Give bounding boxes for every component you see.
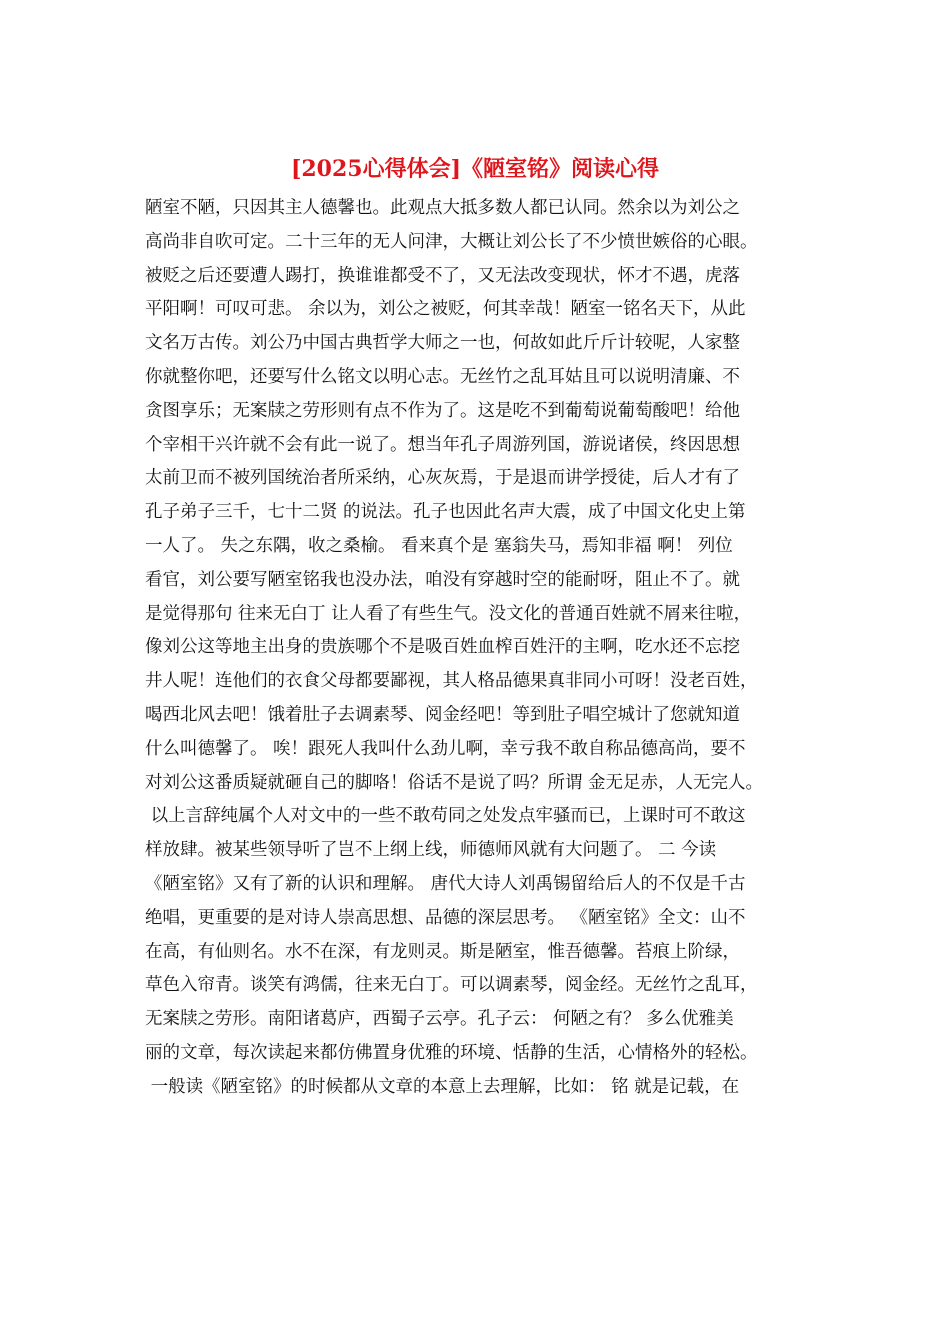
body-line: 什么叫德馨了。 唉！跟死人我叫什么劲儿啊，幸亏我不敢自称品德高尚，要不 [145, 738, 746, 759]
body-line: 贪图享乐；无案牍之劳形则有点不作为了。这是吃不到葡萄说葡萄酸吧！给他 [145, 400, 740, 421]
body-line: 一人了。 失之东隅，收之桑榆。 看来真个是 塞翁失马，焉知非福 啊！ 列位 [145, 535, 733, 556]
body-line: 样放肆。被某些领导听了岂不上纲上线，师德师风就有大问题了。 二 今读 [145, 840, 717, 861]
body-line: 无案牍之劳形。南阳诸葛庐，西蜀子云亭。孔子云： 何陋之有？ 多么优雅美 [145, 1009, 734, 1030]
body-line: 丽的文章，每次读起来都仿佛置身优雅的环境、恬静的生活，心情格外的轻松。 [145, 1042, 758, 1063]
body-line: 喝西北风去吧！饿着肚子去调素琴、阅金经吧！等到肚子唱空城计了您就知道 [145, 704, 740, 725]
body-line: 看官，刘公要写陋室铭我也没办法，咱没有穿越时空的能耐呀，阻止不了。就 [145, 569, 740, 590]
body-line: 像刘公这等地主出身的贵族哪个不是吸百姓血榨百姓汗的主啊，吃水还不忘挖 [145, 637, 740, 658]
body-line: 平阳啊！可叹可悲。 余以为，刘公之被贬，何其幸哉！陋室一铭名天下，从此 [145, 299, 746, 320]
body-line: 太前卫而不被列国统治者所采纳，心灰灰焉，于是退而讲学授徒，后人才有了 [145, 468, 740, 489]
body-line: 《陋室铭》又有了新的认识和理解。 唐代大诗人刘禹锡留给后人的不仅是千古 [145, 873, 746, 894]
body-line: 孔子弟子三千，七十二贤 的说法。孔子也因此名声大震，成了中国文化史上第 [145, 502, 746, 523]
body-line: 对刘公这番质疑就砸自己的脚咯！俗话不是说了吗？所谓 金无足赤，人无完人。 [145, 772, 764, 793]
body-line: 个宰相干兴许就不会有此一说了。想当年孔子周游列国，游说诸侯，终因思想 [145, 434, 740, 455]
body-line: 一般读《陋室铭》的时候都从文章的本意上去理解，比如： 铭 就是记载，在 [145, 1076, 740, 1097]
document-title: [2025心得体会]《陋室铭》阅读心得 [290, 156, 660, 182]
body-line: 陋室不陋，只因其主人德馨也。此观点大抵多数人都已认同。然余以为刘公之 [145, 198, 740, 218]
body-line: 文名万古传。刘公乃中国古典哲学大师之一也，何故如此斤斤计较呢，人家整 [145, 333, 740, 354]
body-line: 以上言辞纯属个人对文中的一些不敢苟同之处发点牢骚而已，上课时可不敢这 [145, 806, 746, 827]
body-line: 草色入帘青。谈笑有鸿儒，往来无白丁。可以调素琴，阅金经。无丝竹之乱耳， [145, 975, 758, 996]
body-line: 你就整你吧，还要写什么铭文以明心志。无丝竹之乱耳姑且可以说明清廉、不 [145, 366, 740, 387]
body-line: 在高，有仙则名。水不在深，有龙则灵。斯是陋室，惟吾德馨。苔痕上阶绿， [145, 941, 740, 962]
body-line: 井人呢！连他们的衣食父母都要鄙视，其人格品德果真非同小可呀！没老百姓， [145, 671, 758, 692]
body-line: 高尚非自吹可定。二十三年的无人问津，大概让刘公长了不少愤世嫉俗的心眼。 [145, 231, 758, 252]
document-body [145, 192, 825, 1105]
body-line: 被贬之后还要遭人踢打，换谁谁都受不了，又无法改变现状，怀才不遇，虎落 [145, 265, 740, 286]
body-line: 绝唱，更重要的是对诗人崇高思想、品德的深层思考。 《陋室铭》全文：山不 [145, 907, 746, 928]
body-line: 是觉得那句 往来无白丁 让人看了有些生气。没文化的普通百姓就不屑来往啦， [145, 603, 752, 624]
